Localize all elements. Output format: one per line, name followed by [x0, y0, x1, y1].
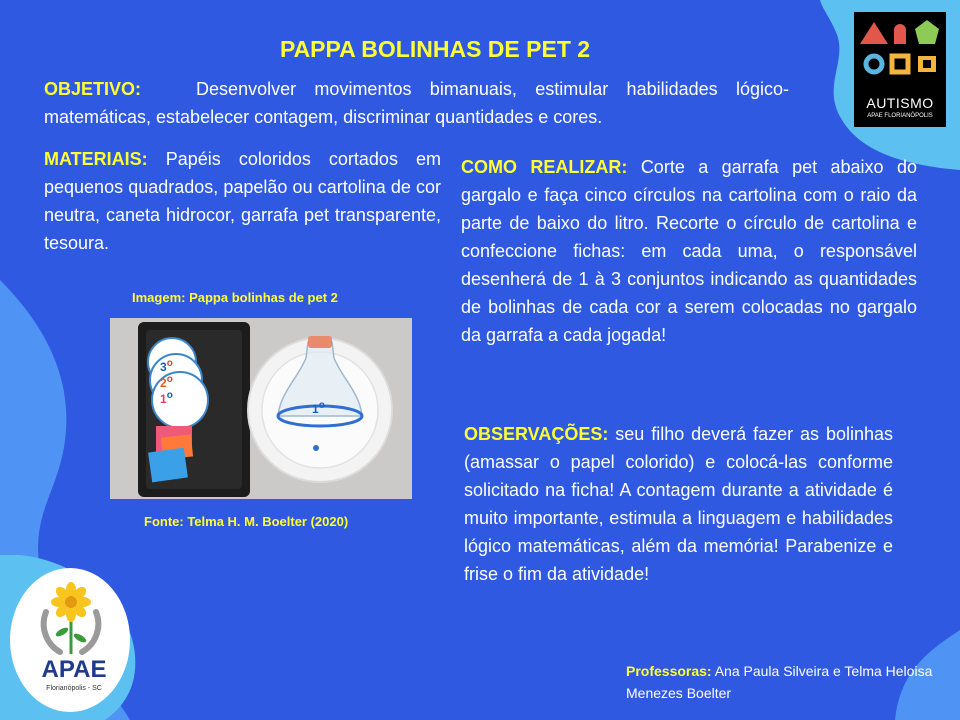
observacoes-label: OBSERVAÇÕES:	[464, 424, 609, 444]
credits-label: Professoras:	[626, 663, 712, 679]
autism-logo-text: AUTISMO	[866, 95, 934, 111]
photo-card-3: 3$^o$	[160, 358, 173, 374]
autism-logo-subtext: APAE FLORIANÓPOLIS	[867, 113, 933, 119]
credits	[626, 660, 960, 704]
objetivo-label: OBJETIVO:	[44, 79, 142, 99]
como-realizar-label: COMO REALIZAR:	[461, 157, 628, 177]
observacoes-text: seu filho deverá fazer as bolinhas (amassar o papel colorido) e colocá-las conforme solicitado na ficha! A contagem durante a atividade é muito importante, estimula a linguagem e habilidades lógico matemáticas, além da memória! Parabenize e frise o fim da atividade!	[464, 424, 893, 584]
photo-card-2: 2$^o$	[160, 374, 173, 390]
credits-text: Ana Paula Silveira e Telma Heloisa Menezes Boelter	[626, 663, 933, 701]
photo-card-1: 1$^o$	[160, 390, 173, 406]
page-title: PAPPA BOLINHAS DE PET 2	[279, 36, 591, 62]
image-caption: Imagem: Pappa bolinhas de pet 2	[132, 290, 338, 305]
activity-photo	[110, 318, 412, 499]
como-realizar-paragraph	[461, 153, 917, 349]
image-source: Fonte: Telma H. M. Boelter (2020)	[144, 514, 349, 529]
materiais-paragraph	[44, 145, 441, 257]
activity-photo-illustration	[110, 318, 412, 499]
plate-card: 1$^o$	[312, 400, 325, 416]
apae-logo-subtext: Florianópolis - SC	[46, 685, 102, 692]
materiais-text: Papéis coloridos cortados em pequenos quadrados, papelão ou cartolina de cor neutra, caneta hidrocor, garrafa pet transparente, tesoura.	[44, 149, 441, 253]
apae-logo-text: APAE	[41, 656, 107, 683]
observacoes-paragraph	[464, 420, 893, 588]
objetivo-paragraph	[44, 75, 789, 131]
autism-logo	[854, 12, 946, 127]
sunflower-icon	[36, 582, 106, 662]
objetivo-text: Desenvolver movimentos bimanuais, estimular habilidades lógico-matemáticas, estabelecer contagem, discriminar quantidades e cores.	[44, 79, 789, 127]
materiais-label: MATERIAIS:	[44, 149, 148, 169]
como-realizar-text: Corte a garrafa pet abaixo do gargalo e faça cinco círculos na cartolina com o raio da parte de baixo do litro. Recorte o círculo de cartolina e confeccione fichas: em cada uma, o responsável desenherá de 1 à 3 conjuntos indicando as quantidades de bolinhas de cada cor a serem colocadas no gargalo da garrafa a cada jogada!	[461, 157, 917, 345]
